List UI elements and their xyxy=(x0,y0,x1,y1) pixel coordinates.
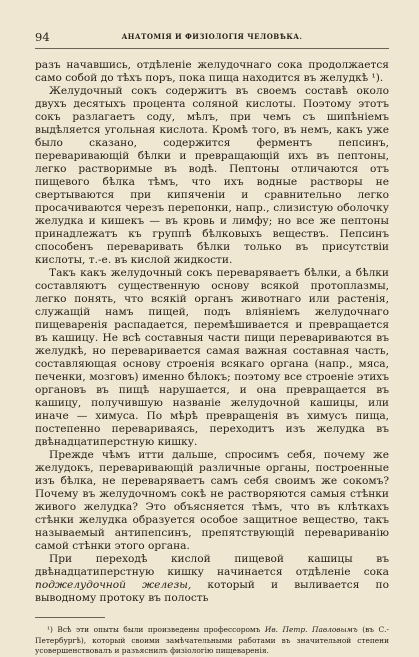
footnote-author: Ив. Петр. Павловымъ xyxy=(264,625,358,635)
footnote-text: ¹) Всѣ эти опыты были произведены профессоромъ xyxy=(47,625,265,635)
paragraph: Прежде чѣмъ итти дальше, спросимъ себя, почему же желудокъ, переваривающій различные органы, построенные изъ бѣлка, не переваряваетъ самъ себя своимъ же сокомъ? Почему въ желудочномъ сокѣ не растворяются самыя стѣнки живого желудка? Это объясняется тѣмъ, что въ клѣткахъ стѣнки желудка образуется особое защитное вещество, такъ называемый антипепсинъ, препятствующій перевариванію самой стѣнки этого органа. xyxy=(35,449,389,552)
page-number: 94 xyxy=(35,30,50,44)
paragraph-text: который и выливается по выводному протоку въ полость xyxy=(35,579,389,604)
footnote-text: (въ С.-Петербургѣ), который своими замѣчательными работами въ значительной степени усовершенствовалъ и разъяснилъ физіологію пищеваренія. xyxy=(35,625,390,656)
running-title: АНАТОМІЯ И ФИЗІОЛОГІЯ ЧЕЛОВѢКА. xyxy=(121,32,303,41)
paragraph: Желудочный сокъ содержитъ въ своемъ составѣ около двухъ десятыхъ процента соляной кислоты. Поэтому этотъ сокъ разлагаетъ соду, мѣлъ, при чемъ съ шипѣніемъ выдѣляется угольная кислота. Кромѣ того, въ немъ, какъ уже было сказано, содержится ферментъ пепсинъ, переваривающій бѣлки и превращающій ихъ въ пептоны, легко растворимые въ водѣ. Пептоны отличаются отъ пищевого бѣлка тѣмъ, что ихъ водные растворы не свертываются при кипяченіи и сравнительно легко просачиваются черезъ перепонки, напр., слизистую оболочку желудка и кишекъ — въ кровь и лимфу; но все же пептоны принадлежатъ къ группѣ бѣлковыхъ веществъ. Пепсинъ способенъ переваривать бѣлки только въ присутствіи кислоты, т.-е. въ кислой жидкости. xyxy=(35,85,389,266)
paragraph: Такъ какъ желудочный сокъ переваряваетъ бѣлки, а бѣлки составляютъ существенную основу всякой протоплазмы, легко понять, что всякій органъ животнаго или растенія, служащій намъ пищей, подъ вліяніемъ желудочнаго пищеваренія распадается, перемѣшивается и превращается въ кашицу. Не всѣ составныя части пищи перевариваются въ желудкѣ, но переваривается самая важная составная часть, составляющая основу строенія всякаго органа (напр., мяса, печенки, мозговъ) именно бѣлокъ; поэтому все строеніе этихъ органовъ въ пищѣ нарушается, и она превращается въ кашицу, получившую названіе желудочной кашицы, или иначе — химуса. По мѣрѣ превращенія въ химусъ пища, постепенно перевариваясь, переходитъ изъ желудка въ двѣнадцатиперстную кишку. xyxy=(35,267,389,448)
emphasis-text: поджелудочной железы, xyxy=(35,579,192,591)
paragraph xyxy=(35,553,389,605)
footnote xyxy=(35,625,389,657)
paragraph-text: При переходѣ кислой пищевой кашицы въ двѣнадцатиперстную кишку начинается отдѣленіе сока xyxy=(35,553,389,578)
footnote-rule xyxy=(35,617,105,618)
page-header xyxy=(35,30,389,49)
body-text xyxy=(35,59,389,605)
paragraph: разъ начавшись, отдѣленіе желудочнаго сока продолжается само собой до тѣхъ поръ, пока пища находится въ желудкѣ ¹). xyxy=(35,59,389,84)
